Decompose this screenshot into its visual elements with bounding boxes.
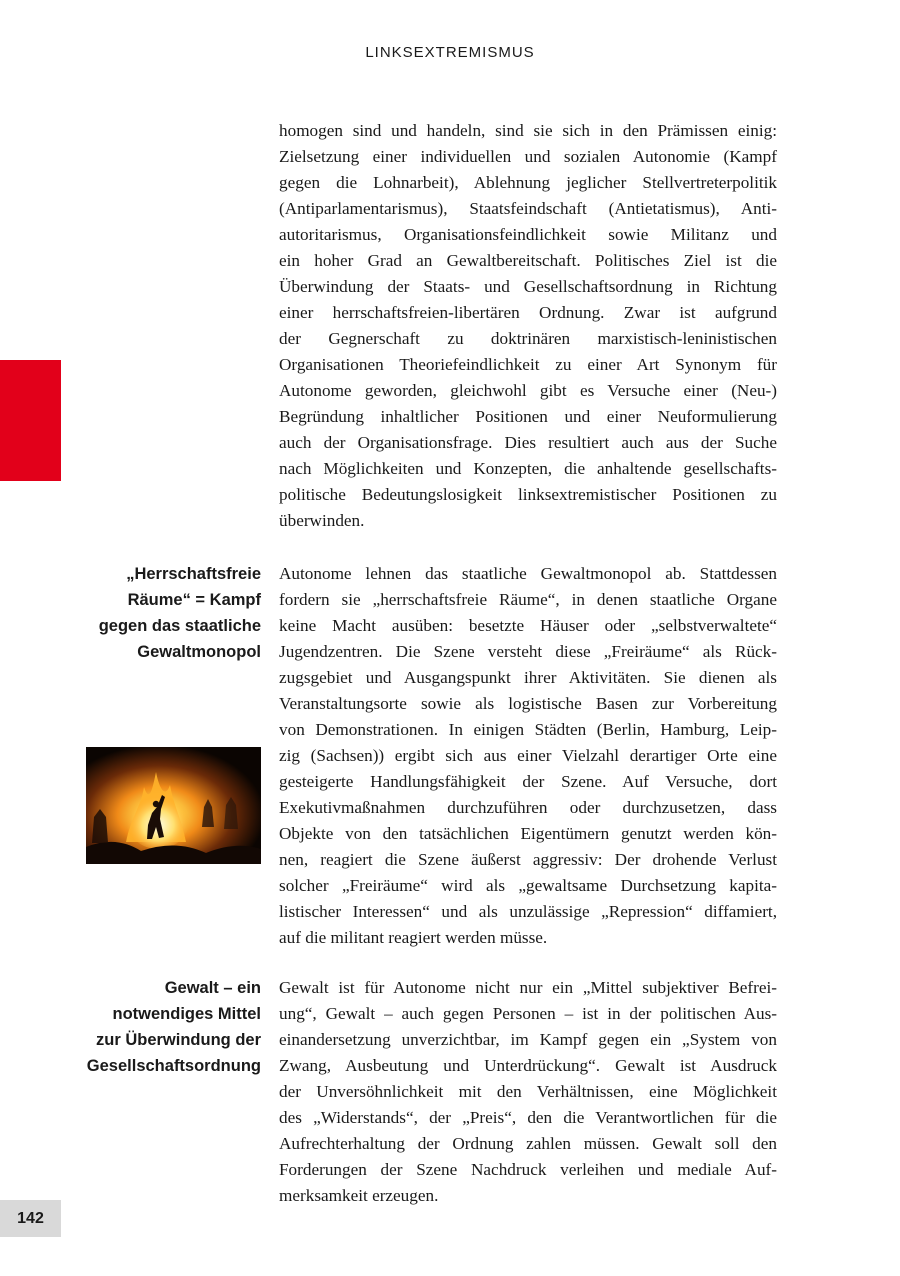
text-line: fordern sie „herrschaftsfreie Räume“, in denen staatliche Organe bbox=[279, 590, 777, 609]
text-line: Veranstaltungsorte sowie als logistische Basen zur Vorbereitung bbox=[279, 694, 777, 713]
text-line: Zielsetzung einer individuellen und sozialen Autonomie (Kampf bbox=[279, 147, 777, 166]
text-line: einer herrschaftsfreien-libertären Ordnung. Zwar ist aufgrund bbox=[279, 303, 777, 322]
sidenote-line: zur Überwindung der bbox=[96, 1031, 261, 1049]
text-line: des „Widerstands“, der „Preis“, den die Verantwortlichen für die bbox=[279, 1108, 777, 1127]
paragraph-gewaltmonopol bbox=[279, 561, 777, 951]
text-line: Begründung inhaltlicher Positionen und einer Neuformulierung bbox=[279, 407, 777, 426]
text-line: homogen sind und handeln, sind sie sich in den Prämissen einig: bbox=[279, 121, 777, 140]
sidenote-line: Gesellschaftsordnung bbox=[86, 1057, 261, 1075]
text-line: keine Macht ausüben: besetzte Häuser oder „selbstverwaltete“ bbox=[279, 616, 777, 635]
running-header: LINKSEXTREMISMUS bbox=[365, 44, 535, 61]
paragraph-gewalt bbox=[279, 975, 777, 1209]
text-line: solcher „Freiräume“ wird als „gewaltsame Durchsetzung kapita- bbox=[279, 876, 777, 895]
text-line: Aufrechterhaltung der Ordnung zahlen müssen. Gewalt soll den bbox=[279, 1134, 777, 1153]
text-line: auch der Organisationsfrage. Dies resultiert auch aus der Suche bbox=[279, 433, 777, 452]
sidenote-line: „Herrschaftsfreie bbox=[126, 565, 261, 583]
text-line: zig (Sachsen)) ergibt sich aus einer Vielzahl derartiger Orte eine bbox=[279, 746, 777, 765]
text-line: nach Möglichkeiten und Konzepten, die anhaltende gesellschafts- bbox=[279, 459, 777, 478]
text-line: merksamkeit erzeugen. bbox=[279, 1186, 439, 1205]
text-line: zugsgebiet und Ausgangspunkt ihrer Aktivitäten. Sie dienen als bbox=[279, 668, 777, 687]
text-line: Objekte von den tatsächlichen Eigentümern genutzt werden kön- bbox=[279, 824, 777, 843]
chapter-marker-tab bbox=[0, 360, 61, 481]
text-line: nen, reagiert die Szene äußerst aggressiv: Der drohende Verlust bbox=[279, 850, 777, 869]
text-line: Jugendzentren. Die Szene versteht diese „Freiräume“ als Rück- bbox=[279, 642, 777, 661]
text-line: gegen die Lohnarbeit), Ablehnung jeglicher Stellvertreterpolitik bbox=[279, 173, 777, 192]
text-line: Gewalt ist für Autonome nicht nur ein „Mittel subjektiver Befrei- bbox=[279, 978, 777, 997]
text-line: Organisationen Theoriefeindlichkeit zu einer Art Synonym für bbox=[279, 355, 777, 374]
sidenote-herrschaftsfreie-raeume bbox=[61, 561, 261, 665]
sidenote-line: gegen das staatliche bbox=[98, 617, 261, 635]
riot-fire-photo bbox=[86, 747, 261, 864]
text-line: Autonome lehnen das staatliche Gewaltmonopol ab. Stattdessen bbox=[279, 564, 777, 583]
sidenote-line: Gewalt – ein bbox=[164, 979, 261, 997]
text-line: (Antiparlamentarismus), Staatsfeindschaft (Antietatismus), Anti- bbox=[279, 199, 777, 218]
text-line: ein hoher Grad an Gewaltbereitschaft. Politisches Ziel ist die bbox=[279, 251, 777, 270]
text-line: von Demonstrationen. In einigen Städten (Berlin, Hamburg, Leip- bbox=[279, 720, 777, 739]
text-line: listischer Interessen“ und als unzulässige „Repression“ diffamiert, bbox=[279, 902, 777, 921]
text-line: Zwang, Ausbeutung und Unterdrückung“. Gewalt ist Ausdruck bbox=[279, 1056, 777, 1075]
text-line: einandersetzung unverzichtbar, im Kampf gegen ein „System von bbox=[279, 1030, 777, 1049]
text-line: politische Bedeutungslosigkeit linksextremistischer Positionen zu bbox=[279, 485, 777, 504]
sidenote-line: notwendiges Mittel bbox=[112, 1005, 261, 1023]
text-line: Autonome geworden, gleichwohl gibt es Versuche einer (Neu-) bbox=[279, 381, 777, 400]
text-line: ung“, Gewalt – auch gegen Personen – ist in der politischen Aus- bbox=[279, 1004, 777, 1023]
sidenote-line: Gewaltmonopol bbox=[137, 643, 261, 661]
text-line: überwinden. bbox=[279, 511, 365, 530]
text-line: gesteigerte Handlungsfähigkeit der Szene. Auf Versuche, dort bbox=[279, 772, 777, 791]
text-line: Forderungen der Szene Nachdruck verleihen und mediale Auf- bbox=[279, 1160, 777, 1179]
text-line: der Gegnerschaft zu doktrinären marxistisch-leninistischen bbox=[279, 329, 777, 348]
text-line: der Unversöhnlichkeit mit den Verhältnissen, eine Möglichkeit bbox=[279, 1082, 777, 1101]
text-line: autoritarismus, Organisationsfeindlichkeit sowie Militanz und bbox=[279, 225, 777, 244]
page-number: 142 bbox=[0, 1200, 61, 1237]
text-line: auf die militant reagiert werden müsse. bbox=[279, 928, 548, 947]
sidenote-gewalt-mittel bbox=[61, 975, 261, 1079]
text-line: Überwindung der Staats- und Gesellschaftsordnung in Richtung bbox=[279, 277, 777, 296]
paragraph-intro bbox=[279, 118, 777, 534]
sidenote-line: Räume“ = Kampf bbox=[127, 591, 261, 609]
text-line: Exekutivmaßnahmen durchzuführen oder durchzusetzen, dass bbox=[279, 798, 777, 817]
